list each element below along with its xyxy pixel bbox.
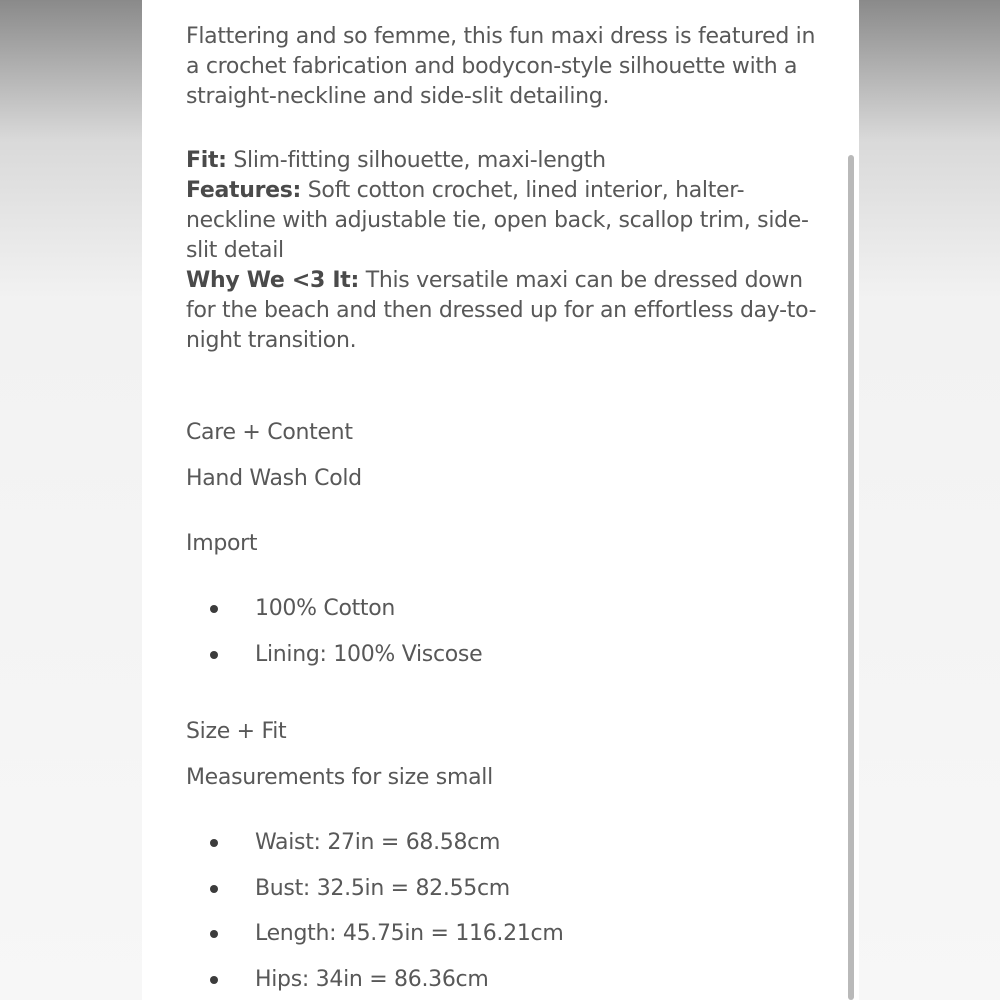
size-fit-subtitle: Measurements for size small: [186, 765, 493, 790]
list-item: [186, 828, 826, 874]
list-item: [186, 965, 826, 1000]
spec-fit-text: Slim-fitting silhouette, maxi-length: [226, 148, 606, 173]
bullet-icon: [210, 605, 218, 613]
vertical-scrollbar[interactable]: [848, 155, 854, 1000]
product-description: Flattering and so femme, this fun maxi dress is featured in a crochet fabrication and bodycon-style silhouette with a straight-neckline and side-slit detailing.: [186, 24, 816, 109]
care-wash-instruction: Hand Wash Cold: [186, 466, 362, 491]
bullet-icon: [210, 651, 218, 659]
product-details-panel[interactable]: [142, 0, 859, 1000]
measurements-list: [186, 828, 826, 1000]
bullet-icon: [210, 976, 218, 984]
spec-why-label: Why We <3 It:: [186, 268, 359, 293]
care-origin: Import: [186, 531, 258, 556]
care-content-heading: Care + Content: [186, 420, 353, 445]
measurement-text: Length: 45.75in = 116.21cm: [255, 921, 564, 946]
list-item: [186, 640, 826, 686]
list-item: [186, 594, 826, 640]
spec-fit: [186, 146, 826, 176]
material-text: Lining: 100% Viscose: [255, 641, 483, 667]
materials-list: [186, 594, 826, 685]
spec-features-label: Features:: [186, 178, 302, 203]
measurement-text: Hips: 34in = 86.36cm: [255, 966, 489, 992]
product-details-content: [186, 22, 826, 1000]
bullet-icon: [210, 839, 218, 847]
material-text: 100% Cotton: [255, 596, 396, 621]
size-fit-heading: Size + Fit: [186, 719, 287, 744]
measurement-text: Waist: 27in = 68.58cm: [255, 830, 501, 855]
bullet-icon: [210, 885, 218, 893]
list-item: [186, 919, 826, 965]
spec-features: [186, 176, 826, 266]
bullet-icon: [210, 930, 218, 938]
measurement-text: Bust: 32.5in = 82.55cm: [255, 875, 510, 901]
spec-why-text: This versatile maxi can be dressed down for the beach and then dressed up for an effortless day-to-night transition.: [186, 268, 817, 353]
list-item: [186, 874, 826, 920]
spec-fit-label: Fit:: [186, 148, 227, 173]
spec-features-text: Soft cotton crochet, lined interior, halter-neckline with adjustable tie, open back, scallop trim, side-slit detail: [186, 178, 809, 263]
spec-why-we-love-it: [186, 266, 826, 356]
